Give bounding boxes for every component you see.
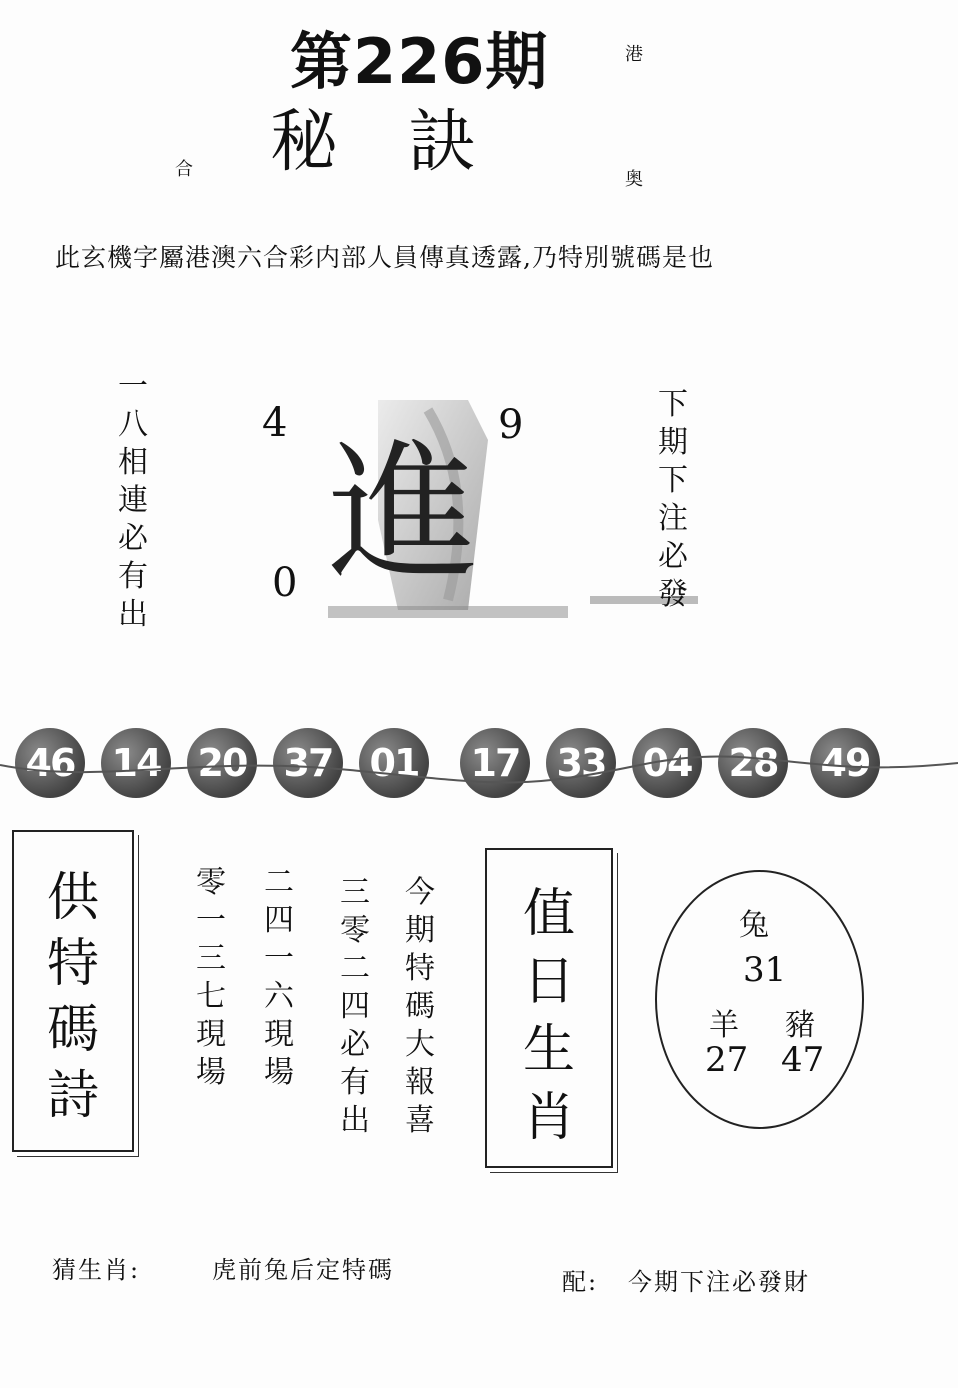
guess-label: 猜生肖: xyxy=(52,1256,141,1284)
poem-char: 期 xyxy=(405,913,435,948)
left-char: 相 xyxy=(118,445,148,480)
left-vertical-text xyxy=(118,369,148,638)
number-ball: 04 xyxy=(632,728,702,798)
corner-label-right: 奥 xyxy=(625,169,643,190)
left-char: 有 xyxy=(118,559,148,594)
poem-char: 碼 xyxy=(405,989,435,1024)
wave-line xyxy=(0,745,958,805)
poem-char: 三 xyxy=(340,875,370,910)
match-text: 今期下注必發財 xyxy=(628,1268,810,1296)
right-vertical-text xyxy=(658,387,688,618)
number-ball: 14 xyxy=(101,728,171,798)
emblem-graphic xyxy=(318,400,698,620)
poem-char: 出 xyxy=(340,1103,370,1138)
right-char: 下 xyxy=(658,463,688,498)
left-char: 必 xyxy=(118,521,148,556)
poem-char: 四 xyxy=(264,903,294,938)
poem-char: 大 xyxy=(405,1027,435,1062)
poem-char: 喜 xyxy=(405,1103,435,1138)
right-char: 必 xyxy=(658,539,688,574)
number-ball: 20 xyxy=(187,728,257,798)
number-ball: 49 xyxy=(810,728,880,798)
poem-title-char: 特 xyxy=(46,934,99,994)
left-number: 27 xyxy=(705,1040,749,1080)
poem-column-1 xyxy=(196,865,226,1096)
poem-char: 二 xyxy=(340,951,370,986)
zodiac-circle xyxy=(655,870,864,1129)
right-char: 發 xyxy=(658,577,688,612)
left-char: 連 xyxy=(118,483,148,518)
poem-char: 有 xyxy=(340,1065,370,1100)
zodiac-title-char: 生 xyxy=(522,1020,575,1080)
match-label: 配: xyxy=(562,1268,599,1296)
poem-column-3 xyxy=(340,875,370,1144)
poem-char: 現 xyxy=(264,1017,294,1052)
zodiac-title-char: 肖 xyxy=(522,1088,575,1148)
poem-char: 現 xyxy=(196,1017,226,1052)
number-ball: 37 xyxy=(273,728,343,798)
top-number: 31 xyxy=(743,950,787,990)
number-ball: 17 xyxy=(460,728,530,798)
poem-char: 場 xyxy=(196,1055,226,1090)
poem-char: 一 xyxy=(264,941,294,976)
issue-title: 第226期 xyxy=(290,25,549,98)
poem-char: 場 xyxy=(264,1055,294,1090)
right-animal: 豬 xyxy=(785,1008,815,1043)
number-top-left: 4 xyxy=(262,400,288,446)
guess-text: 虎前兔后定特碼 xyxy=(212,1256,394,1284)
poem-char: 必 xyxy=(340,1027,370,1062)
page-subtitle: 秘訣 xyxy=(270,103,547,182)
left-char: 八 xyxy=(118,407,148,442)
left-char: 一 xyxy=(118,369,148,404)
right-number: 47 xyxy=(781,1040,825,1080)
poem-char: 三 xyxy=(196,941,226,976)
left-char: 出 xyxy=(118,597,148,632)
poem-char: 報 xyxy=(405,1065,435,1100)
number-ball: 46 xyxy=(15,728,85,798)
poem-char: 零 xyxy=(196,865,226,900)
intro-text: 此玄機字屬港澳六合彩内部人員傳真透露,乃特別號碼是也 xyxy=(55,243,714,272)
number-top-right: 9 xyxy=(498,402,524,448)
number-ball: 28 xyxy=(718,728,788,798)
poem-title-char: 碼 xyxy=(46,1000,99,1060)
poem-title-char: 供 xyxy=(46,868,99,928)
poem-title-char: 詩 xyxy=(46,1066,99,1126)
poem-char: 七 xyxy=(196,979,226,1014)
poem-char: 一 xyxy=(196,903,226,938)
right-char: 注 xyxy=(658,501,688,536)
top-animal: 兔 xyxy=(739,908,769,943)
number-ball: 01 xyxy=(359,728,429,798)
poem-char: 特 xyxy=(405,951,435,986)
poem-column-2 xyxy=(264,865,294,1096)
poem-title-box xyxy=(12,830,134,1152)
right-char: 下 xyxy=(658,387,688,422)
corner-label-top-right: 港 xyxy=(625,44,643,65)
poem-char: 二 xyxy=(264,865,294,900)
emblem-char: 進 xyxy=(328,427,479,601)
poem-char: 今 xyxy=(405,875,435,910)
poem-column-4 xyxy=(405,875,435,1144)
right-char: 期 xyxy=(658,425,688,460)
poem-char: 四 xyxy=(340,989,370,1024)
zodiac-title-char: 值 xyxy=(522,884,575,944)
number-bottom-left: 0 xyxy=(272,560,298,606)
zodiac-title-box xyxy=(485,848,613,1168)
left-animal: 羊 xyxy=(709,1008,739,1043)
zodiac-title-char: 日 xyxy=(522,952,575,1012)
corner-label-left: 合 xyxy=(175,159,193,180)
number-ball: 33 xyxy=(546,728,616,798)
poem-char: 六 xyxy=(264,979,294,1014)
poem-char: 零 xyxy=(340,913,370,948)
